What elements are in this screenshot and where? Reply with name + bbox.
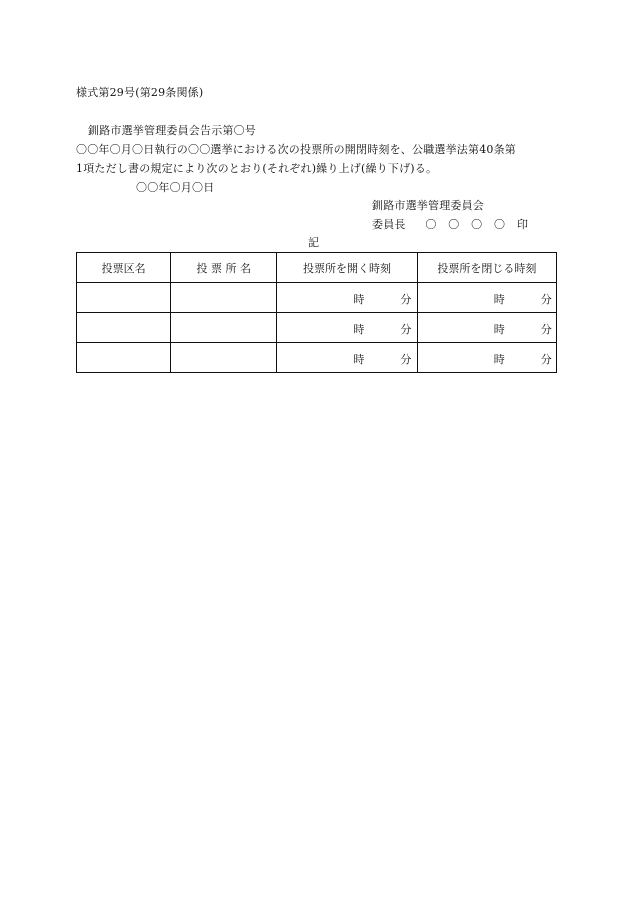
closing-time-cell[interactable] [417,283,556,313]
header-opening-time: 投票所を開く時刻 [277,253,417,283]
opening-time-cell[interactable] [277,283,417,313]
ki-heading: 記 [308,236,320,249]
hour-unit: 時 [353,323,365,336]
hour-unit: 時 [493,293,505,306]
minute-unit: 分 [400,353,412,366]
polling-hours-table [76,252,557,373]
notice-date: 〇〇年〇月〇日 [136,181,215,194]
chairperson-name-char: 〇 [471,218,483,231]
minute-unit: 分 [400,293,412,306]
hour-unit: 時 [493,323,505,336]
polling-place-cell[interactable] [171,283,277,313]
notice-title: 釧路市選挙管理委員会告示第〇号 [88,124,256,137]
opening-time-cell[interactable] [277,343,417,373]
header-district: 投票区名 [77,253,171,283]
table-row [77,283,557,313]
table-row [77,343,557,373]
table-header-row [77,253,557,283]
chairperson-line [372,218,528,232]
header-polling-place: 投 票 所 名 [171,253,277,283]
opening-time-cell[interactable] [277,313,417,343]
form-number: 様式第29号(第29条関係) [76,86,204,99]
minute-unit: 分 [540,293,552,306]
issuer-name: 釧路市選挙管理委員会 [372,199,484,212]
polling-place-cell[interactable] [171,313,277,343]
closing-time-cell[interactable] [417,343,556,373]
polling-place-cell[interactable] [171,343,277,373]
district-cell[interactable] [77,283,171,313]
seal-mark: 印 [516,218,529,231]
hour-unit: 時 [353,353,365,366]
chairperson-title: 委員長 [372,218,406,231]
closing-time-cell[interactable] [417,313,556,343]
minute-unit: 分 [540,353,552,366]
minute-unit: 分 [400,323,412,336]
chairperson-name-char: 〇 [494,218,506,231]
district-cell[interactable] [77,343,171,373]
header-closing-time: 投票所を閉じる時刻 [417,253,556,283]
hour-unit: 時 [353,293,365,306]
district-cell[interactable] [77,313,171,343]
minute-unit: 分 [540,323,552,336]
notice-body-line-1: 〇〇年〇月〇日執行の〇〇選挙における次の投票所の開閉時刻を、公職選挙法第40条第 [76,143,516,156]
table-row [77,313,557,343]
hour-unit: 時 [493,353,505,366]
notice-body-line-2: 1項ただし書の規定により次のとおり(それぞれ)繰り上げ(繰り下げ)る。 [76,162,438,175]
chairperson-name-char: 〇 [425,218,437,231]
chairperson-name-char: 〇 [448,218,460,231]
